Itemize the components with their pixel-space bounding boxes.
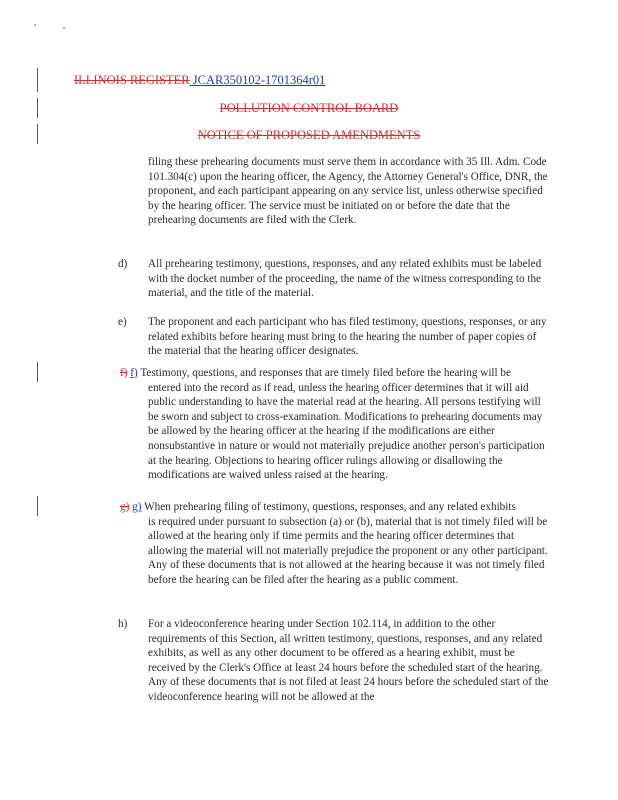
subsection-f (120, 366, 552, 483)
subsection-h-label: h) (118, 618, 128, 630)
change-bar (37, 68, 38, 92)
subsection-g (120, 500, 552, 588)
subsection-f-first-line: Testimony, questions, and responses that are timely filed before the hearing will be (140, 367, 511, 379)
subsection-e-label: e) (118, 316, 127, 328)
subsection-g-first-line: When prehearing filing of testimony, questions, responses, and any related exhibits (144, 501, 516, 513)
subsection-d-text: All prehearing testimony, questions, responses, and any related exhibits must be labeled with the docket number of the proceeding, the name of the witness corresponding to the material, and the title of the material. (148, 258, 542, 300)
change-bar (37, 496, 38, 516)
subsection-g-inserted-label: g) (132, 501, 142, 513)
subsection-e-text: The proponent and each participant who has filed testimony, questions, responses, or any related exhibits before hearing must bring to the hearing the number of paper copies of the material that the hearing officer designates. (148, 316, 547, 358)
intro-paragraph: filing these prehearing documents must serve them in accordance with 35 Ill. Adm. Code 101.304(c) upon the hearing officer, the Agency, the Attorney General's Office, DNR, the proponent, and each participant appearing on any service list, unless otherwise specified by the hearing officer. The service must be initiated on or before the date that the prehearing documents are filed with the Clerk. (148, 156, 548, 227)
scan-speck (34, 24, 36, 26)
subsection-f-deleted-label: f) (120, 367, 128, 379)
register-inserted-text: JCAR350102-1701364r01 (189, 73, 326, 87)
notice-title: NOTICE OF PROPOSED AMENDMENTS (197, 128, 421, 142)
register-header (74, 73, 325, 88)
scan-speck (63, 27, 65, 29)
subsection-g-text: is required under pursuant to subsection (a) or (b), material that is not timely filed will be allowed at the hearing only if time permits and the hearing officer determines that allowing the material will not materially prejudice the proponent or any other participant. Any of these documents that is not allowed at the hearing because it was not timely filed before the hearing can be filed after the hearing as a public comment. (148, 515, 548, 586)
register-deleted-text: ILLINOIS REGISTER (74, 73, 190, 87)
subsection-g-deleted-label: g) (120, 501, 130, 513)
board-title: POLLUTION CONTROL BOARD (219, 101, 399, 115)
subsection-f-inserted-label: f) (130, 367, 138, 379)
subsection-h-text: For a videoconference hearing under Section 102.114, in addition to the other requirements of this Section, all written testimony, questions, responses, and any related exhibits, as well as any other document to be offered as a hearing exhibit, must be received by the Clerk's Office at least 24 hours before the scheduled start of the hearing. Any of these documents that is not filed at least 24 hours before the scheduled start of the videoconference hearing will not be allowed at the (148, 618, 549, 703)
subsection-d-label: d) (118, 258, 128, 270)
subsection-f-text: entered into the record as if read, unless the hearing officer determines that it will aid public understanding to have the material read at the hearing. All persons testifying will be sworn and subject to cross-examination. Modifications to prehearing documents may be allowed by the hearing officer at the hearing if the modifications are either nonsubstantive in nature or would not materially prejudice another person's participation at the hearing. Objections to hearing officer rulings allowing or disallowing the modifications are waived unless raised at the hearing. (148, 381, 545, 482)
change-bar (37, 362, 38, 382)
